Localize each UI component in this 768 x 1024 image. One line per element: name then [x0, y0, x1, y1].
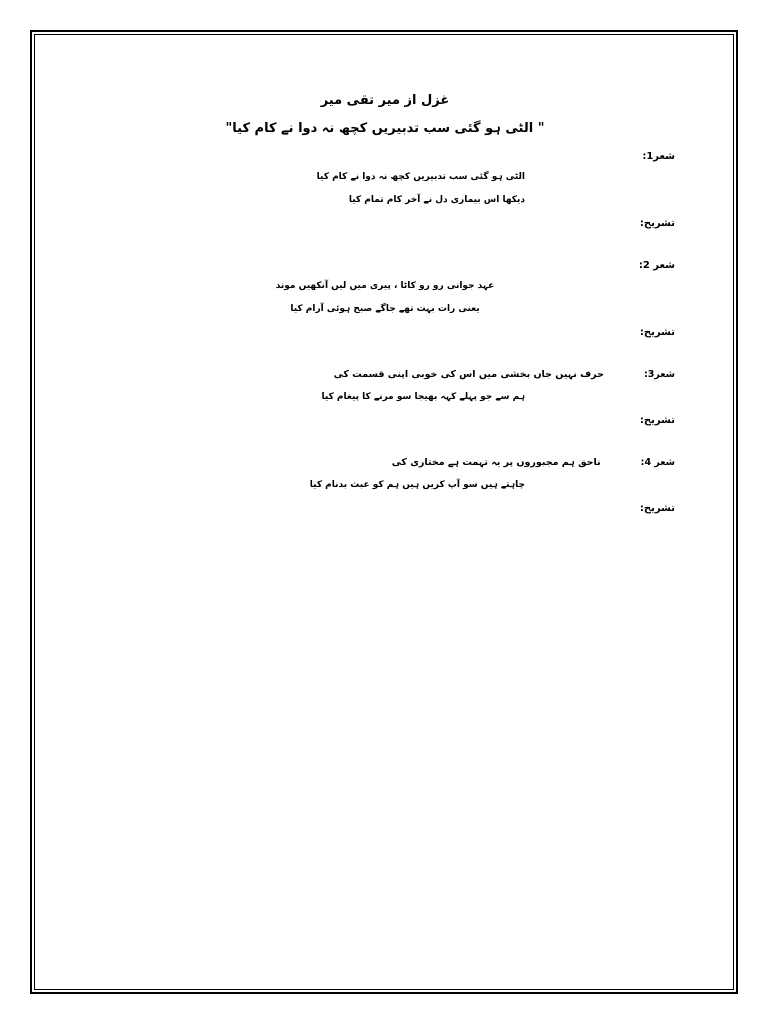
verse-3-couplet	[95, 391, 675, 404]
verse-4-heading	[95, 456, 675, 469]
verse-1-couplet	[95, 171, 675, 207]
verse-3-heading	[95, 368, 675, 381]
verse-2-couplet	[95, 280, 675, 316]
verse-1-label: شعر1:	[642, 151, 675, 162]
document-subtitle: " الٹی ہو گئی سب تدبیریں کچھ نہ دوا نے کام کیا"	[225, 121, 545, 136]
verse-1-line-1: الٹی ہو گئی سب تدبیریں کچھ نہ دوا نے کام کیا	[316, 172, 525, 182]
verse-3-line-2: ہم سے جو پہلے کہہ بھیجا سو مرنے کا پیغام کیا	[321, 392, 525, 402]
verse-2-line-2: یعنی رات بہت تھے جاگے صبح ہوئی آرام کیا	[290, 304, 480, 314]
verse-2-commentary-label: تشریح:	[639, 327, 675, 338]
verse-4-label: شعر 4:	[640, 457, 675, 468]
verse-4-commentary-label: تشریح:	[639, 503, 675, 514]
verse-4-line-2: چاہتے ہیں سو آپ کریں ہیں ہم کو عبث بدنام کیا	[309, 480, 525, 490]
verse-3-line-1: حرف نہیں جاں بخشی میں اس کی خوبی اپنی قسمت کی	[333, 369, 604, 380]
verse-1-commentary-label: تشریح:	[639, 218, 675, 229]
verse-4-couplet	[95, 479, 675, 492]
verse-1-commentary	[95, 238, 675, 251]
verse-4-commentary	[95, 523, 675, 536]
document-title: غزل از میر تقی میر	[320, 93, 450, 108]
verse-3-commentary-label: تشریح:	[639, 415, 675, 426]
verse-4-line-1: ناحق ہم مجبوروں پر یہ تہمت ہے مختاری کی	[391, 457, 601, 468]
verse-2-label: شعر 2:	[638, 260, 675, 271]
document-body	[95, 88, 675, 544]
verse-2-line-1: عہد جوانی رو رو کاٹا ، پیری میں لیں آنکھیں موند	[275, 281, 495, 291]
verse-1-line-2: دیکھا اس بیماری دل نے آخر کام تمام کیا	[348, 195, 525, 205]
verse-3-label: شعر3:	[643, 369, 675, 380]
verse-2-commentary	[95, 347, 675, 360]
verse-3-commentary	[95, 435, 675, 448]
